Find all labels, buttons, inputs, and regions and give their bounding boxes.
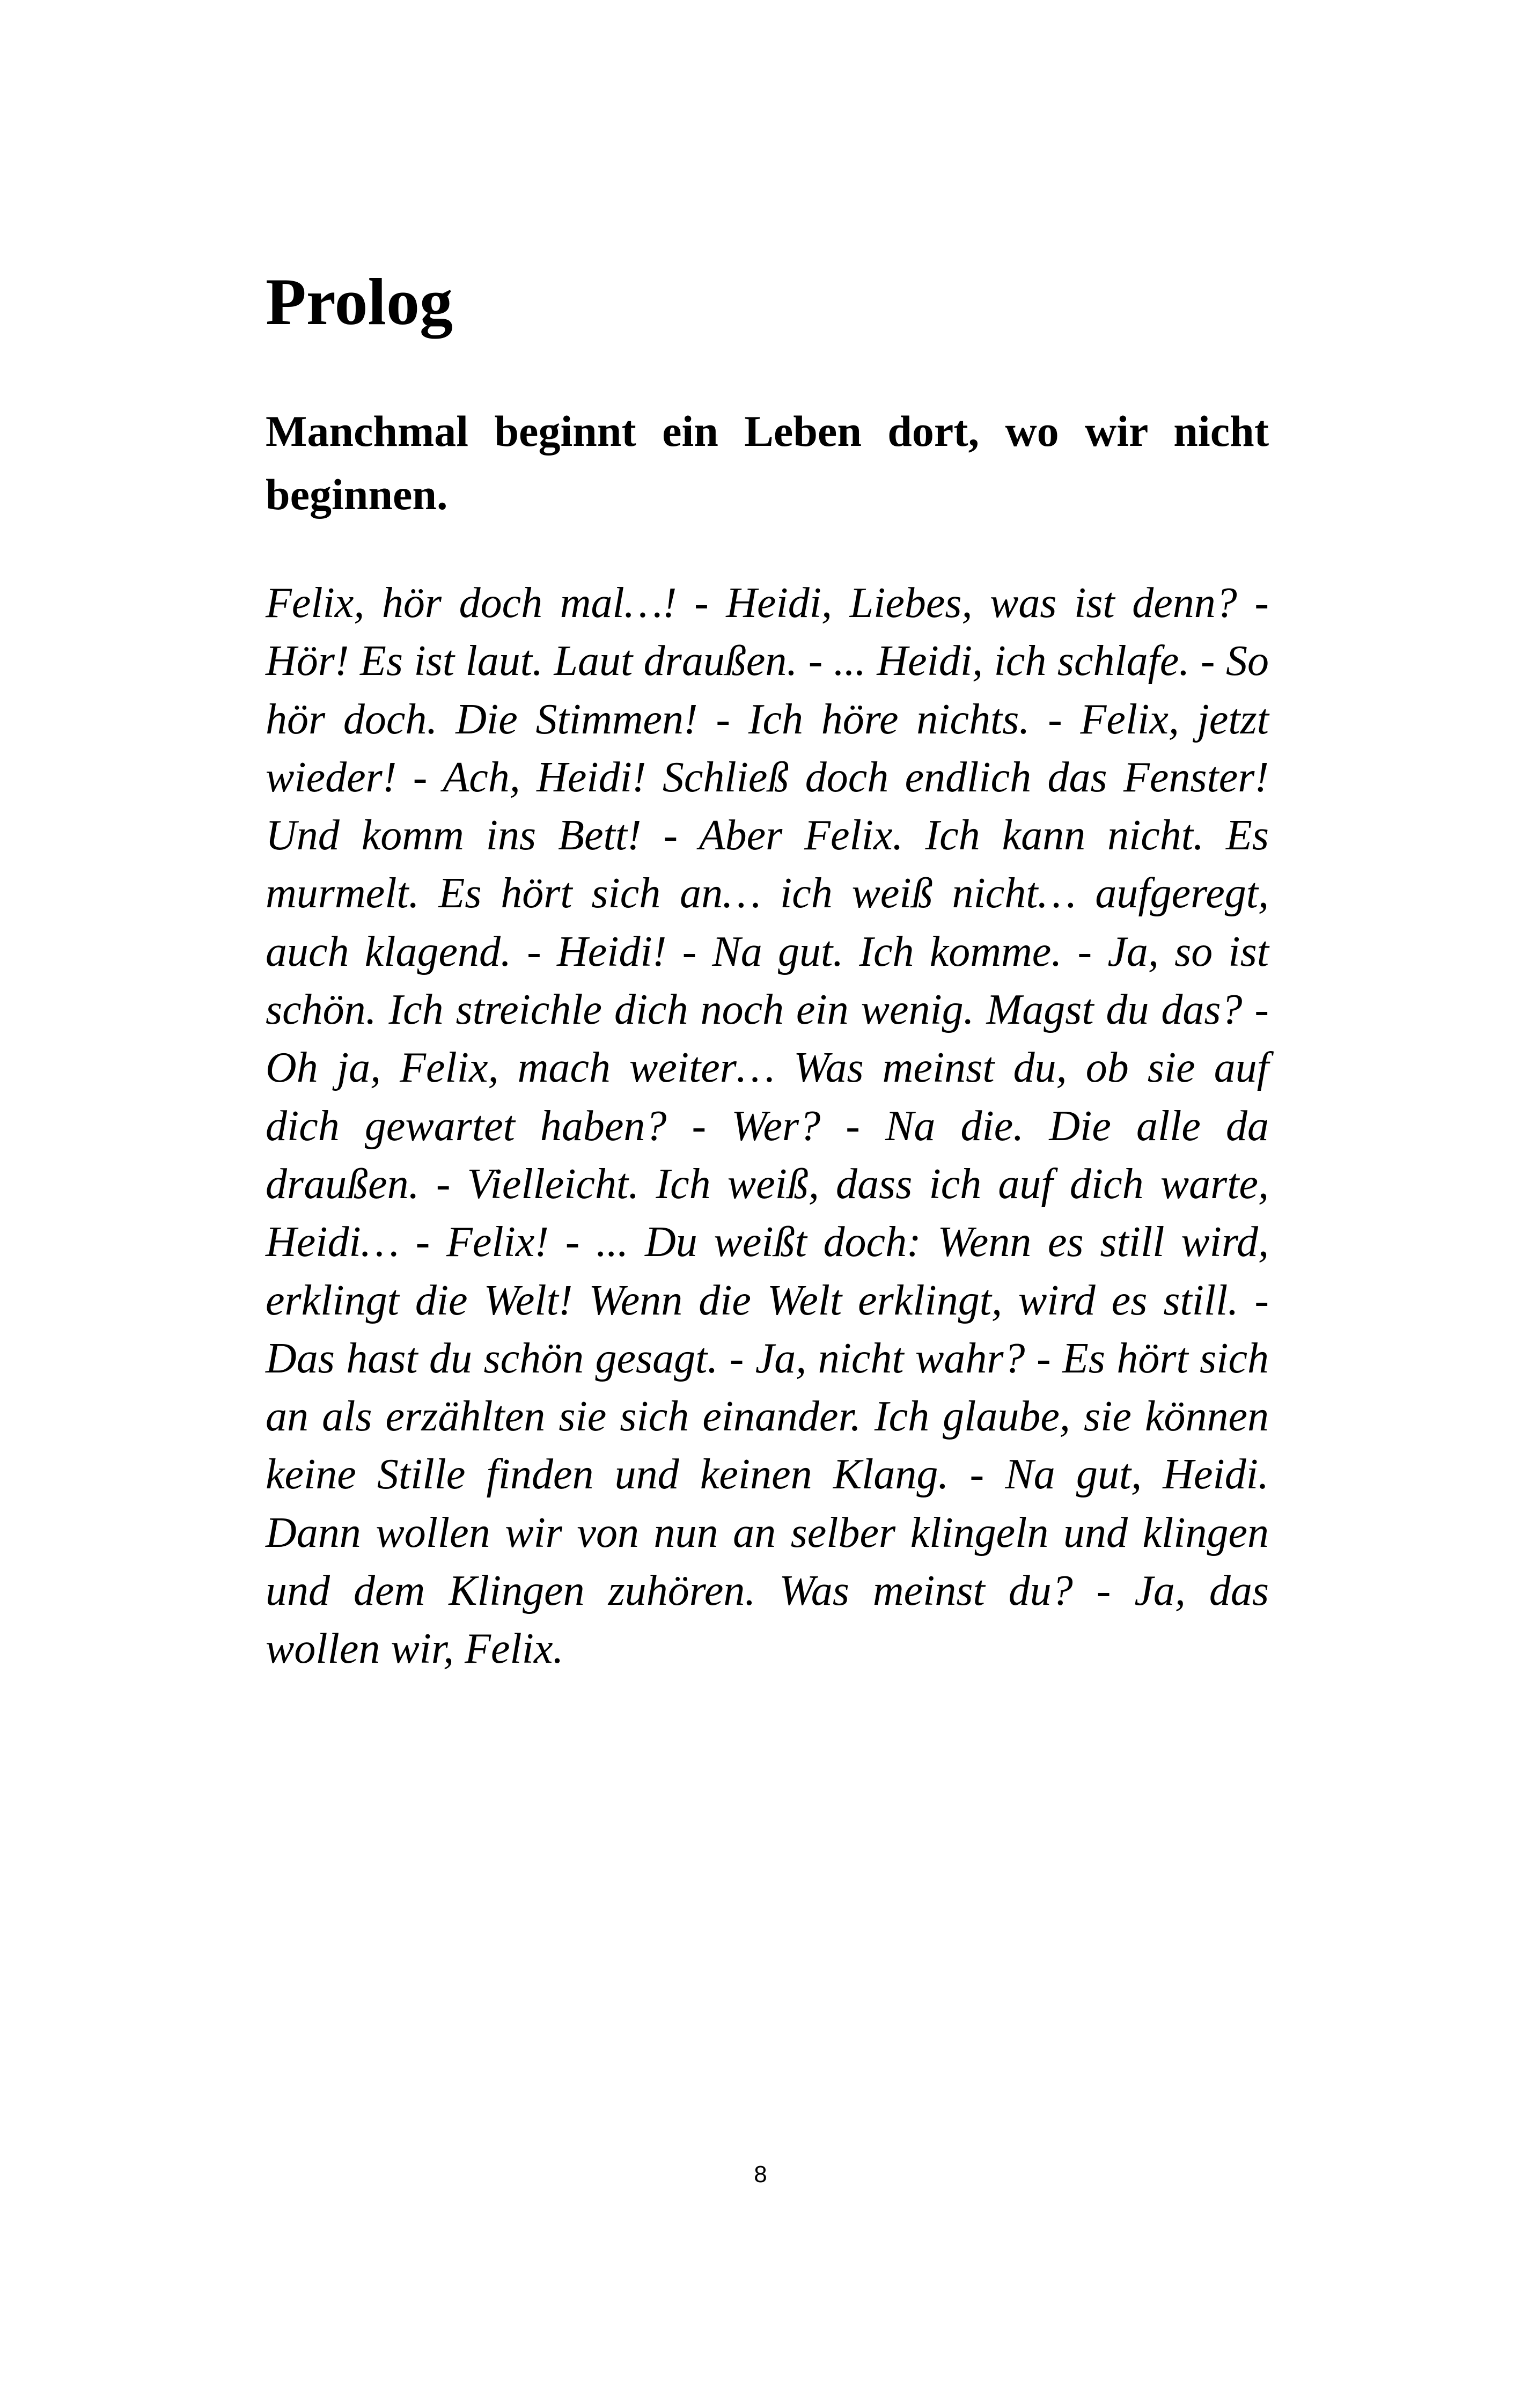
chapter-title: Prolog	[266, 265, 453, 339]
page-number: 8	[754, 2161, 767, 2187]
chapter-subtitle: Manchmal beginnt ein Leben dort, wo wir nicht beginnen.	[266, 407, 1269, 519]
prologue-dialogue-text: Felix, hör doch mal…! - Heidi, Liebes, was ist denn? - Hör! Es ist laut. Laut draußen. - ... Heidi, ich schlafe. - So hör doch. Die Stimmen! - Ich höre nichts. - Felix, jetzt wieder! - Ach, Heidi! Schließ doch endlich das Fenster! Und komm ins Bett! - Aber Felix. Ich kann nicht. Es murmelt. Es hört sich an… ich weiß nicht… aufgeregt, auch klagend. - Heidi! - Na gut. Ich komme. - Ja, so ist schön. Ich streichle dich noch ein wenig. Magst du das? - Oh ja, Felix, mach weiter… Was meinst du, ob sie auf dich gewartet haben? - Wer? - Na die. Die alle da draußen. - Vielleicht. Ich weiß, dass ich auf dich warte, Heidi… - Felix! - ... Du weißt doch: Wenn es still wird, erklingt die Welt! Wenn die Welt erklingt, wird es still. - Das hast du schön gesagt. - Ja, nicht wahr? - Es hört sich an als erzählten sie sich einander. Ich glaube, sie können keine Stille finden und keinen Klang. - Na gut, Heidi. Dann wollen wir von nun an selber klingeln und klingen und dem Klingen zuhören. Was meinst du? - Ja, das wollen wir, Felix.	[266, 579, 1269, 1673]
